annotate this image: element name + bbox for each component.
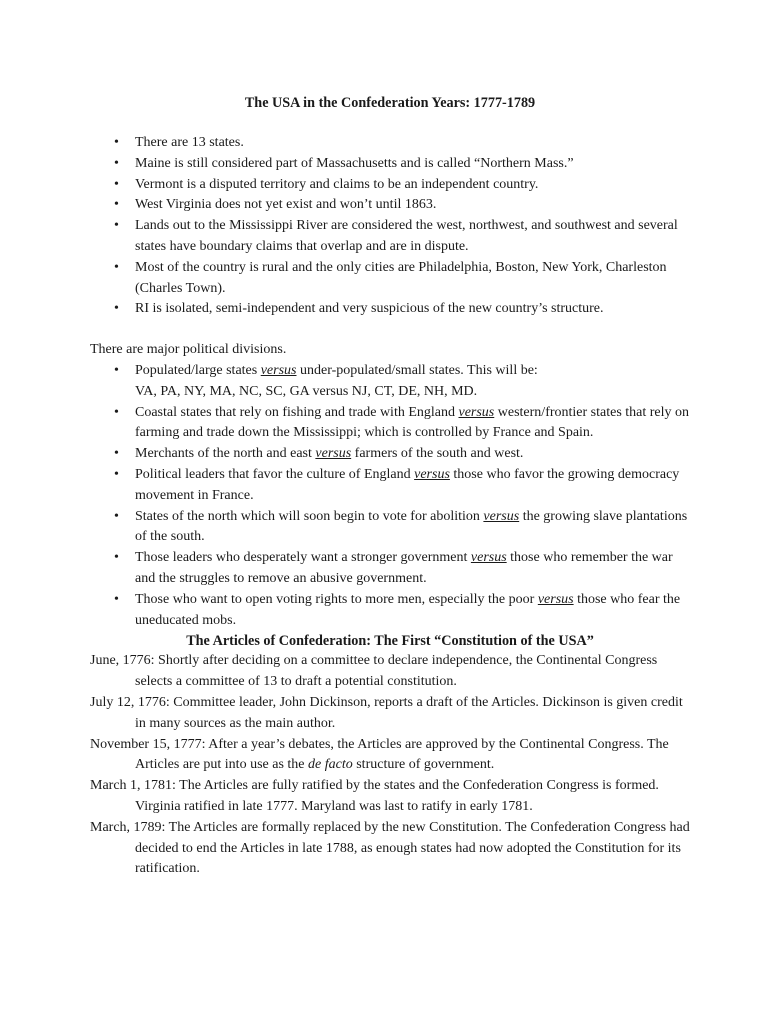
versus-text: versus xyxy=(483,508,520,524)
bullet-icon: • xyxy=(114,446,119,462)
articles-section-title: The Articles of Confederation: The First “Constitution of the USA” xyxy=(186,633,594,650)
list-item: • RI is isolated, semi-independent and very suspicious of the new country’s structure. xyxy=(90,299,690,320)
list-item: • Political leaders that favor the culture of England versus those who favor the growing democracy movement in France. xyxy=(114,466,680,503)
list-item: • States of the north which will soon begin to vote for abolition versus the growing slave plantations of the south. xyxy=(114,508,688,545)
de-facto-text: de facto xyxy=(308,757,353,773)
list-item: • Those leaders who desperately want a stronger government versus those who remember the war and the struggles to remove an abusive government. xyxy=(114,550,673,586)
list-item: • Coastal states that rely on fishing and trade with England versus western/frontier states that rely on farming and trade down the Mississippi; which is controlled by France and Spain. xyxy=(114,404,690,441)
bullet-icon: • xyxy=(114,591,119,607)
bullet-icon: • xyxy=(114,197,119,213)
list-item: • Maine is still considered part of Massachusetts and is called “Northern Mass.” xyxy=(90,154,690,175)
versus-text: versus xyxy=(458,404,495,420)
bullet-icon: • xyxy=(114,301,119,317)
list-item: • There are 13 states. xyxy=(90,133,690,154)
timeline-entry: March, 1789: The Articles are formally replaced by the new Constitution. The Confederation Congress had decided to end the Articles in late 1788, as enough states had now adopted the Constitution for its ratification. xyxy=(90,819,690,877)
bullet-icon: • xyxy=(114,466,119,482)
list-item: • Most of the country is rural and the only cities are Philadelphia, Boston, New York, Charleston (Charles Town). xyxy=(114,259,667,296)
bullet-icon: • xyxy=(114,404,119,420)
divisions-intro: There are major political divisions. xyxy=(90,342,287,358)
bullet-icon: • xyxy=(114,550,119,566)
list-item: • Those who want to open voting rights to more men, especially the poor versus those who fear the uneducated mobs. xyxy=(114,591,681,628)
document-title: The USA in the Confederation Years: 1777-1789 xyxy=(244,95,536,111)
timeline-entry: March 1, 1781: The Articles are fully ratified by the states and the Confederation Congress is formed. Virginia ratified in late 1777. Maryland was last to ratify in early 1781. xyxy=(90,778,659,814)
bullet-icon: • xyxy=(114,259,119,275)
bullet-icon: • xyxy=(114,218,119,234)
versus-text: versus xyxy=(414,466,450,482)
list-item: • Lands out to the Mississippi River are considered the west, northwest, and southwest and several states have boundary claims that overlap and are in dispute. xyxy=(114,218,678,254)
timeline-entry: June, 1776: Shortly after deciding on a committee to declare independence, the Continental Congress selects a committee of 13 to draft a potential constitution. xyxy=(90,653,658,690)
list-item: • West Virginia does not yet exist and won’t until 1863. xyxy=(90,195,690,216)
bullet-icon: • xyxy=(114,135,119,150)
bullet-icon: • xyxy=(114,155,119,171)
list-item: • Vermont is a disputed territory and claims to be an independent country. xyxy=(90,175,690,196)
versus-text: versus xyxy=(470,550,507,566)
bullet-icon: • xyxy=(114,176,119,192)
list-item: • Merchants of the north and east versus farmers of the south and west. xyxy=(90,444,690,465)
versus-text: versus xyxy=(260,362,297,378)
timeline-entry: July 12, 1776: Committee leader, John Dickinson, reports a draft of the Articles. Dickinson is given credit in many sources as the main author. xyxy=(90,694,683,731)
bullet-icon: • xyxy=(114,362,119,378)
facts-list xyxy=(90,133,690,320)
list-item: • Populated/large states versus under-populated/small states. This will be: VA, PA, NY, MA, NC, SC, GA versus NJ, CT, DE, NH, MD. xyxy=(114,362,538,399)
divisions-list xyxy=(90,361,690,631)
bullet-icon: • xyxy=(114,508,119,524)
document-page xyxy=(90,93,690,880)
articles-timeline xyxy=(90,651,690,880)
versus-text: versus xyxy=(537,591,574,607)
versus-text: versus xyxy=(315,446,352,462)
timeline-entry: November 15, 1777: After a year’s debates, the Articles are approved by the Continental Congress. The Articles are put into use as the de facto structure of government. xyxy=(90,736,669,773)
